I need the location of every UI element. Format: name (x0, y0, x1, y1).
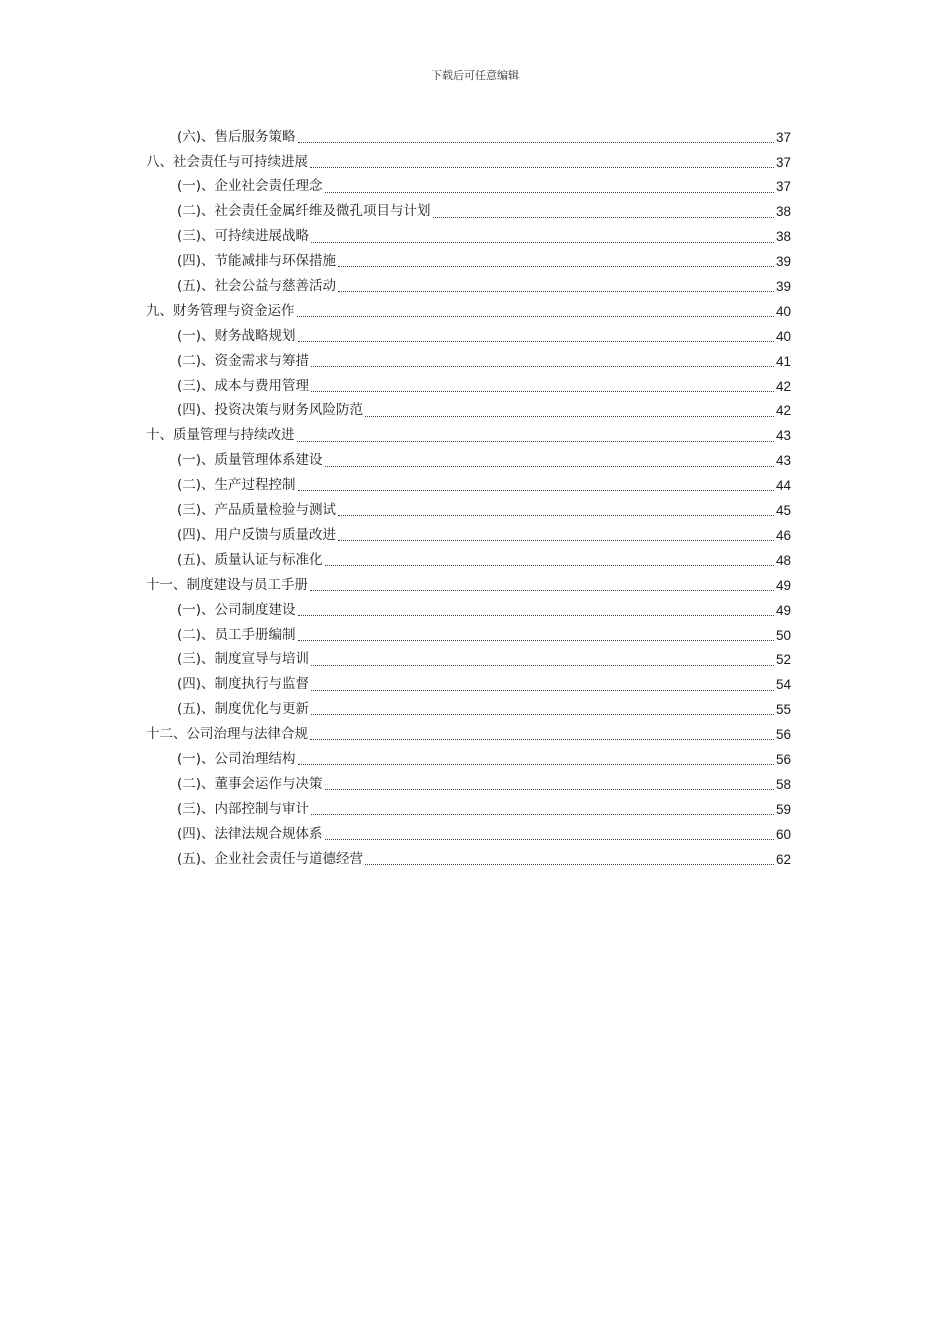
toc-section-entry[interactable] (0, 274, 950, 299)
toc-entry-page-number: 40 (776, 328, 792, 344)
toc-dot-leader (311, 813, 774, 815)
toc-dot-leader (310, 166, 774, 168)
toc-entry-page-number: 54 (776, 677, 792, 693)
toc-dot-leader (325, 564, 774, 566)
toc-dot-leader (311, 664, 774, 666)
toc-section-entry[interactable] (0, 349, 950, 374)
toc-entry-title: (五)、社会公益与慈善活动 (177, 278, 337, 295)
toc-dot-leader (310, 738, 774, 740)
toc-entry-page-number: 49 (776, 602, 792, 618)
toc-dot-leader (325, 191, 774, 193)
toc-entry-title: 十、质量管理与持续改进 (146, 427, 295, 444)
toc-section-entry[interactable] (0, 125, 950, 150)
toc-entry-page-number: 56 (776, 727, 792, 743)
toc-entry-page-number: 37 (776, 154, 792, 170)
toc-entry-page-number: 52 (776, 652, 792, 668)
toc-entry-title: (五)、企业社会责任与道德经营 (177, 850, 364, 867)
toc-dot-leader (297, 440, 775, 442)
toc-entry-title: 十一、制度建设与员工手册 (146, 576, 308, 593)
toc-entry-title: (五)、质量认证与标准化 (177, 551, 323, 568)
toc-section-entry[interactable] (0, 747, 950, 772)
toc-dot-leader (325, 788, 774, 790)
toc-section-entry[interactable] (0, 324, 950, 349)
toc-entry-title: (四)、节能减排与环保措施 (177, 253, 337, 270)
toc-dot-leader (298, 763, 774, 765)
toc-section-entry[interactable] (0, 847, 950, 872)
toc-section-entry[interactable] (0, 648, 950, 673)
toc-entry-page-number: 38 (776, 204, 792, 220)
toc-entry-title: (二)、员工手册编制 (177, 626, 296, 643)
toc-dot-leader (338, 290, 774, 292)
toc-entry-page-number: 39 (776, 254, 792, 270)
toc-section-entry[interactable] (0, 200, 950, 225)
toc-entry-title: (二)、生产过程控制 (177, 477, 296, 494)
toc-entry-page-number: 49 (776, 577, 792, 593)
toc-dot-leader (433, 216, 774, 218)
toc-entry-title: 八、社会责任与可持续进展 (146, 153, 308, 170)
toc-section-entry[interactable] (0, 598, 950, 623)
toc-dot-leader (311, 689, 774, 691)
page-header: 下载后可任意编辑 (431, 69, 519, 82)
toc-entry-page-number: 55 (776, 702, 792, 718)
toc-chapter-entry[interactable] (0, 299, 950, 324)
toc-entry-page-number: 62 (776, 851, 792, 867)
toc-section-entry[interactable] (0, 673, 950, 698)
toc-entry-title: (三)、产品质量检验与测试 (177, 502, 337, 519)
toc-section-entry[interactable] (0, 822, 950, 847)
toc-entry-page-number: 39 (776, 279, 792, 295)
toc-dot-leader (311, 241, 774, 243)
toc-entry-title: (四)、投资决策与财务风险防范 (177, 402, 364, 419)
toc-chapter-entry[interactable] (0, 722, 950, 747)
toc-section-entry[interactable] (0, 399, 950, 424)
toc-entry-title: (四)、法律法规合规体系 (177, 825, 323, 842)
toc-dot-leader (298, 489, 774, 491)
toc-dot-leader (325, 838, 774, 840)
toc-entry-page-number: 40 (776, 303, 792, 319)
toc-section-entry[interactable] (0, 498, 950, 523)
toc-entry-title: 十二、公司治理与法律合规 (146, 726, 308, 743)
toc-entry-page-number: 43 (776, 453, 792, 469)
toc-dot-leader (298, 340, 774, 342)
toc-section-entry[interactable] (0, 797, 950, 822)
toc-chapter-entry[interactable] (0, 150, 950, 175)
toc-entry-page-number: 58 (776, 776, 792, 792)
toc-entry-title: (三)、可持续进展战略 (177, 228, 310, 245)
toc-section-entry[interactable] (0, 249, 950, 274)
toc-entry-title: (五)、制度优化与更新 (177, 701, 310, 718)
toc-dot-leader (298, 614, 774, 616)
toc-entry-page-number: 56 (776, 751, 792, 767)
toc-dot-leader (311, 713, 774, 715)
toc-entry-title: (二)、社会责任金属纤维及微孔项目与计划 (177, 203, 431, 220)
toc-entry-page-number: 50 (776, 627, 792, 643)
table-of-contents (0, 125, 950, 872)
toc-entry-page-number: 42 (776, 403, 792, 419)
toc-entry-title: (一)、财务战略规划 (177, 327, 296, 344)
toc-dot-leader (338, 539, 774, 541)
toc-entry-title: (三)、成本与费用管理 (177, 377, 310, 394)
toc-dot-leader (297, 315, 775, 317)
toc-section-entry[interactable] (0, 523, 950, 548)
toc-entry-page-number: 48 (776, 552, 792, 568)
toc-dot-leader (311, 365, 774, 367)
toc-entry-title: (四)、用户反馈与质量改进 (177, 526, 337, 543)
toc-section-entry[interactable] (0, 374, 950, 399)
toc-entry-title: (三)、内部控制与审计 (177, 800, 310, 817)
toc-entry-title: (二)、资金需求与筹措 (177, 352, 310, 369)
toc-entry-title: (一)、企业社会责任理念 (177, 178, 323, 195)
toc-entry-page-number: 45 (776, 503, 792, 519)
toc-dot-leader (310, 589, 774, 591)
toc-dot-leader (298, 639, 774, 641)
toc-chapter-entry[interactable] (0, 424, 950, 449)
toc-entry-page-number: 42 (776, 378, 792, 394)
toc-section-entry[interactable] (0, 697, 950, 722)
toc-dot-leader (325, 465, 774, 467)
toc-entry-page-number: 41 (776, 353, 792, 369)
toc-chapter-entry[interactable] (0, 573, 950, 598)
toc-entry-title: (一)、公司制度建设 (177, 601, 296, 618)
toc-section-entry[interactable] (0, 772, 950, 797)
toc-entry-page-number: 38 (776, 229, 792, 245)
toc-dot-leader (311, 390, 774, 392)
toc-entry-page-number: 59 (776, 801, 792, 817)
toc-entry-title: (一)、公司治理结构 (177, 750, 296, 767)
toc-entry-title: (一)、质量管理体系建设 (177, 452, 323, 469)
toc-entry-title: (二)、董事会运作与决策 (177, 775, 323, 792)
toc-dot-leader (338, 514, 774, 516)
toc-entry-title: (三)、制度宣导与培训 (177, 651, 310, 668)
toc-dot-leader (338, 265, 774, 267)
toc-dot-leader (298, 141, 774, 143)
toc-section-entry[interactable] (0, 548, 950, 573)
toc-section-entry[interactable] (0, 449, 950, 474)
toc-entry-title: (六)、售后服务策略 (177, 128, 296, 145)
toc-entry-page-number: 37 (776, 129, 792, 145)
toc-entry-page-number: 60 (776, 826, 792, 842)
toc-section-entry[interactable] (0, 473, 950, 498)
toc-section-entry[interactable] (0, 225, 950, 250)
toc-entry-title: (四)、制度执行与监督 (177, 676, 310, 693)
toc-entry-page-number: 37 (776, 179, 792, 195)
toc-entry-page-number: 44 (776, 478, 792, 494)
toc-dot-leader (365, 415, 774, 417)
toc-section-entry[interactable] (0, 175, 950, 200)
toc-entry-title: 九、财务管理与资金运作 (146, 302, 295, 319)
toc-entry-page-number: 43 (776, 428, 792, 444)
toc-entry-page-number: 46 (776, 527, 792, 543)
toc-section-entry[interactable] (0, 623, 950, 648)
toc-dot-leader (365, 863, 774, 865)
